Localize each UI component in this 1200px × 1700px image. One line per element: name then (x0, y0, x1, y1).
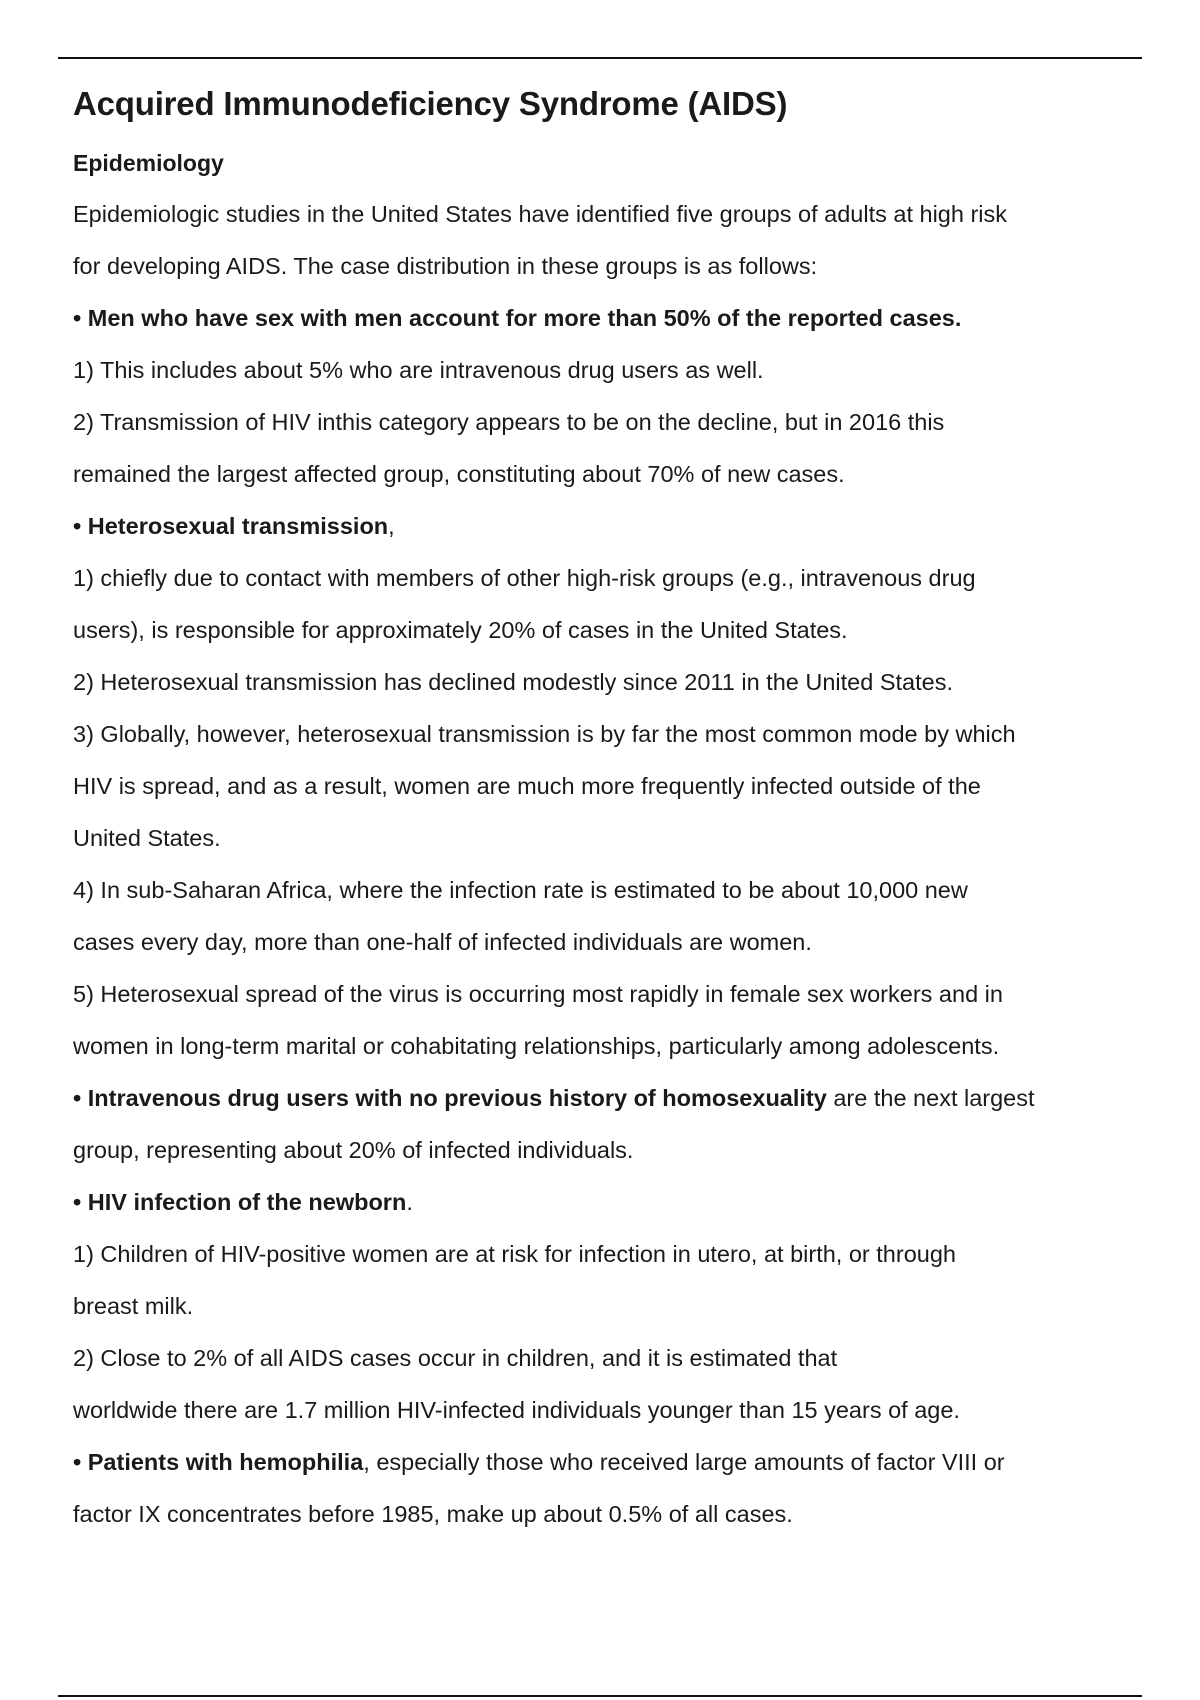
text-run: 2) Close to 2% of all AIDS cases occur in children, and it is estimated that (73, 1345, 838, 1371)
text-line (73, 968, 1138, 1020)
text-run: 1) chiefly due to contact with members of other high-risk groups (e.g., intravenous drug (73, 565, 976, 591)
text-run: 3) Globally, however, heterosexual transmission is by far the most common mode by which (73, 721, 1016, 747)
bold-text-run: • Intravenous drug users with no previous history of homosexuality (73, 1085, 827, 1111)
text-run: remained the largest affected group, constituting about 70% of new cases. (73, 461, 845, 487)
bold-text-run: • Men who have sex with men account for more than 50% of the reported cases. (73, 305, 962, 331)
text-run: , (388, 513, 395, 539)
paragraph-block (73, 188, 1138, 1540)
text-run: Epidemiologic studies in the United States have identified five groups of adults at high risk (73, 201, 1008, 227)
text-line (73, 500, 1138, 552)
text-line (73, 1332, 1138, 1384)
bottom-divider (58, 1695, 1142, 1697)
text-line (73, 1176, 1138, 1228)
text-run: 4) In sub-Saharan Africa, where the infection rate is estimated to be about 10,000 new (73, 877, 968, 903)
text-line (73, 1280, 1138, 1332)
text-line (73, 708, 1138, 760)
text-run: . (406, 1189, 413, 1215)
text-line (73, 1020, 1138, 1072)
text-line (73, 188, 1138, 240)
text-run: 2) Heterosexual transmission has declined modestly since 2011 in the United States. (73, 669, 953, 695)
top-divider (58, 57, 1142, 59)
text-run: United States. (73, 825, 221, 851)
text-line (73, 292, 1138, 344)
text-run: are the next largest (826, 1085, 1035, 1111)
text-run: group, representing about 20% of infected individuals. (73, 1137, 634, 1163)
text-line (73, 760, 1138, 812)
text-line (73, 344, 1138, 396)
text-run: worldwide there are 1.7 million HIV-infected individuals younger than 15 years of age. (73, 1397, 960, 1423)
text-line (73, 916, 1138, 968)
text-run: , especially those who received large amounts of factor VIII or (363, 1449, 1005, 1475)
text-run: breast milk. (73, 1293, 194, 1319)
text-run: 2) Transmission of HIV inthis category appears to be on the decline, but in 2016 this (73, 409, 945, 435)
text-line (73, 864, 1138, 916)
text-line (73, 1072, 1138, 1124)
text-run: 5) Heterosexual spread of the virus is occurring most rapidly in female sex workers and in (73, 981, 1003, 1007)
text-run: for developing AIDS. The case distribution in these groups is as follows: (73, 253, 818, 279)
text-line (73, 1124, 1138, 1176)
section-heading: Epidemiology (73, 150, 224, 176)
text-line (73, 448, 1138, 500)
text-line (73, 1384, 1138, 1436)
text-line (73, 812, 1138, 864)
text-line (73, 396, 1138, 448)
bold-text-run: • Patients with hemophilia (73, 1449, 364, 1475)
text-line (73, 1488, 1138, 1540)
text-run: factor IX concentrates before 1985, make up about 0.5% of all cases. (73, 1501, 793, 1527)
bold-text-run: • Heterosexual transmission (73, 513, 389, 539)
text-run: HIV is spread, and as a result, women are much more frequently infected outside of the (73, 773, 981, 799)
text-line (73, 240, 1138, 292)
text-run: 1) This includes about 5% who are intravenous drug users as well. (73, 357, 764, 383)
text-run: users), is responsible for approximately 20% of cases in the United States. (73, 617, 848, 643)
text-line (73, 1228, 1138, 1280)
page-title: Acquired Immunodeficiency Syndrome (AIDS) (73, 85, 788, 122)
text-line (73, 604, 1138, 656)
text-line (73, 656, 1138, 708)
text-run: cases every day, more than one-half of infected individuals are women. (73, 929, 812, 955)
text-line (73, 552, 1138, 604)
text-run: women in long-term marital or cohabitating relationships, particularly among adolescents. (73, 1033, 1000, 1059)
text-line (73, 1436, 1138, 1488)
text-run: 1) Children of HIV-positive women are at risk for infection in utero, at birth, or through (73, 1241, 956, 1267)
document-body (73, 70, 1138, 1540)
bold-text-run: • HIV infection of the newborn (73, 1189, 407, 1215)
